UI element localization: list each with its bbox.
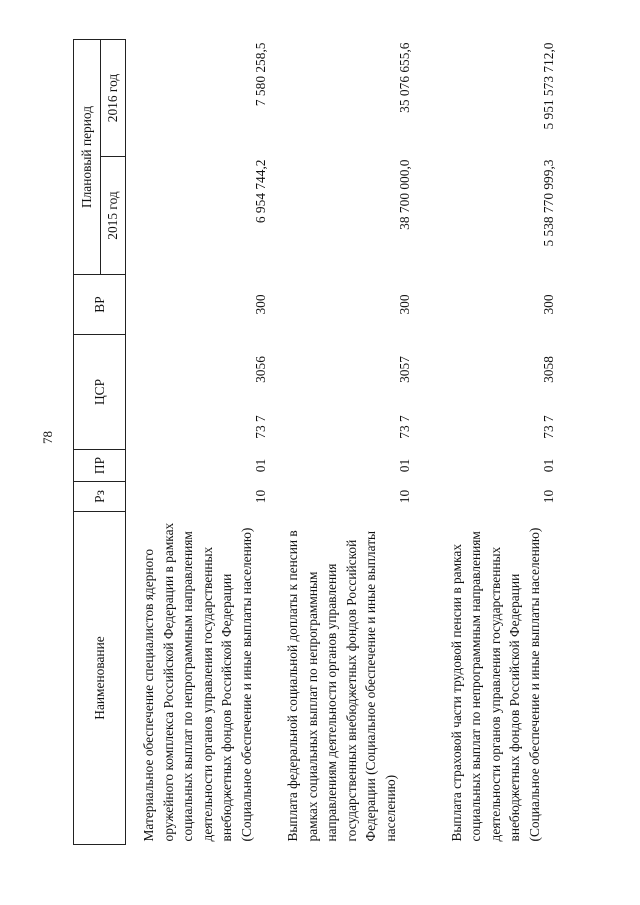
row-rz: 10	[540, 489, 556, 504]
header-csr: ЦСР	[74, 335, 126, 450]
header-rz: Рз	[74, 482, 126, 512]
row-amount-2015: 38 700 000,0	[396, 159, 412, 230]
row-csr-prefix: 73 7	[252, 415, 268, 439]
row-name: Выплата федеральной социальной доплаты к пенсии в рамках социальных выплат по непрограммным направлениям деятельности органов управления государственных внебюджетных фондов Российской Федерации (Социальное обеспечение и иные выплаты населению)	[285, 530, 398, 842]
row-csr-code: 3058	[540, 356, 556, 383]
row-pr: 01	[396, 458, 412, 473]
header-vr: ВР	[74, 275, 126, 335]
row-amount-2016: 5 951 573 712,0	[540, 42, 556, 130]
row-amount-2015: 6 954 744,2	[252, 159, 268, 224]
row-pr: 01	[252, 458, 268, 473]
header-year-2016: 2016 год	[101, 40, 126, 157]
rotated-budget-table-container	[73, 40, 556, 845]
page-number: 78	[40, 431, 55, 444]
row-amount-2016: 7 580 258,5	[252, 42, 268, 107]
header-name: Наименование	[74, 512, 126, 845]
budget-table	[73, 39, 558, 845]
row-rz: 10	[252, 489, 268, 504]
row-vr: 300	[540, 294, 556, 315]
header-pr: ПР	[74, 450, 126, 482]
row-pr: 01	[540, 458, 556, 473]
row-csr-code: 3056	[252, 356, 268, 383]
header-year-2015: 2015 год	[101, 157, 126, 275]
row-amount-2016: 35 076 655,6	[396, 42, 412, 113]
row-csr-prefix: 73 7	[540, 415, 556, 439]
header-planning-period: Плановый период	[74, 40, 101, 275]
table-row	[270, 40, 414, 845]
row-name: Выплата страховой части трудовой пенсии в рамках социальных выплат по непрограммным направлениям деятельности органов управления государственных внебюджетных фондов Российской Федерации (Социальное обеспечение и иные выплаты населению)	[448, 527, 542, 842]
row-name: Материальное обеспечение специалистов ядерного оружейного комплекса Российской Федерации в рамках социальных выплат по непрограммным направлениям деятельности органов управления государственных внебюджетных фондов Российской Федерации (Социальное обеспечение и иные выплаты населению)	[141, 522, 254, 842]
row-vr: 300	[252, 294, 268, 315]
table-row	[414, 40, 558, 845]
row-amount-2015: 5 538 770 999,3	[540, 159, 556, 247]
row-rz: 10	[396, 489, 412, 504]
table-row	[126, 40, 271, 845]
row-vr: 300	[396, 294, 412, 315]
row-csr-code: 3057	[396, 356, 412, 383]
row-csr-prefix: 73 7	[396, 415, 412, 439]
